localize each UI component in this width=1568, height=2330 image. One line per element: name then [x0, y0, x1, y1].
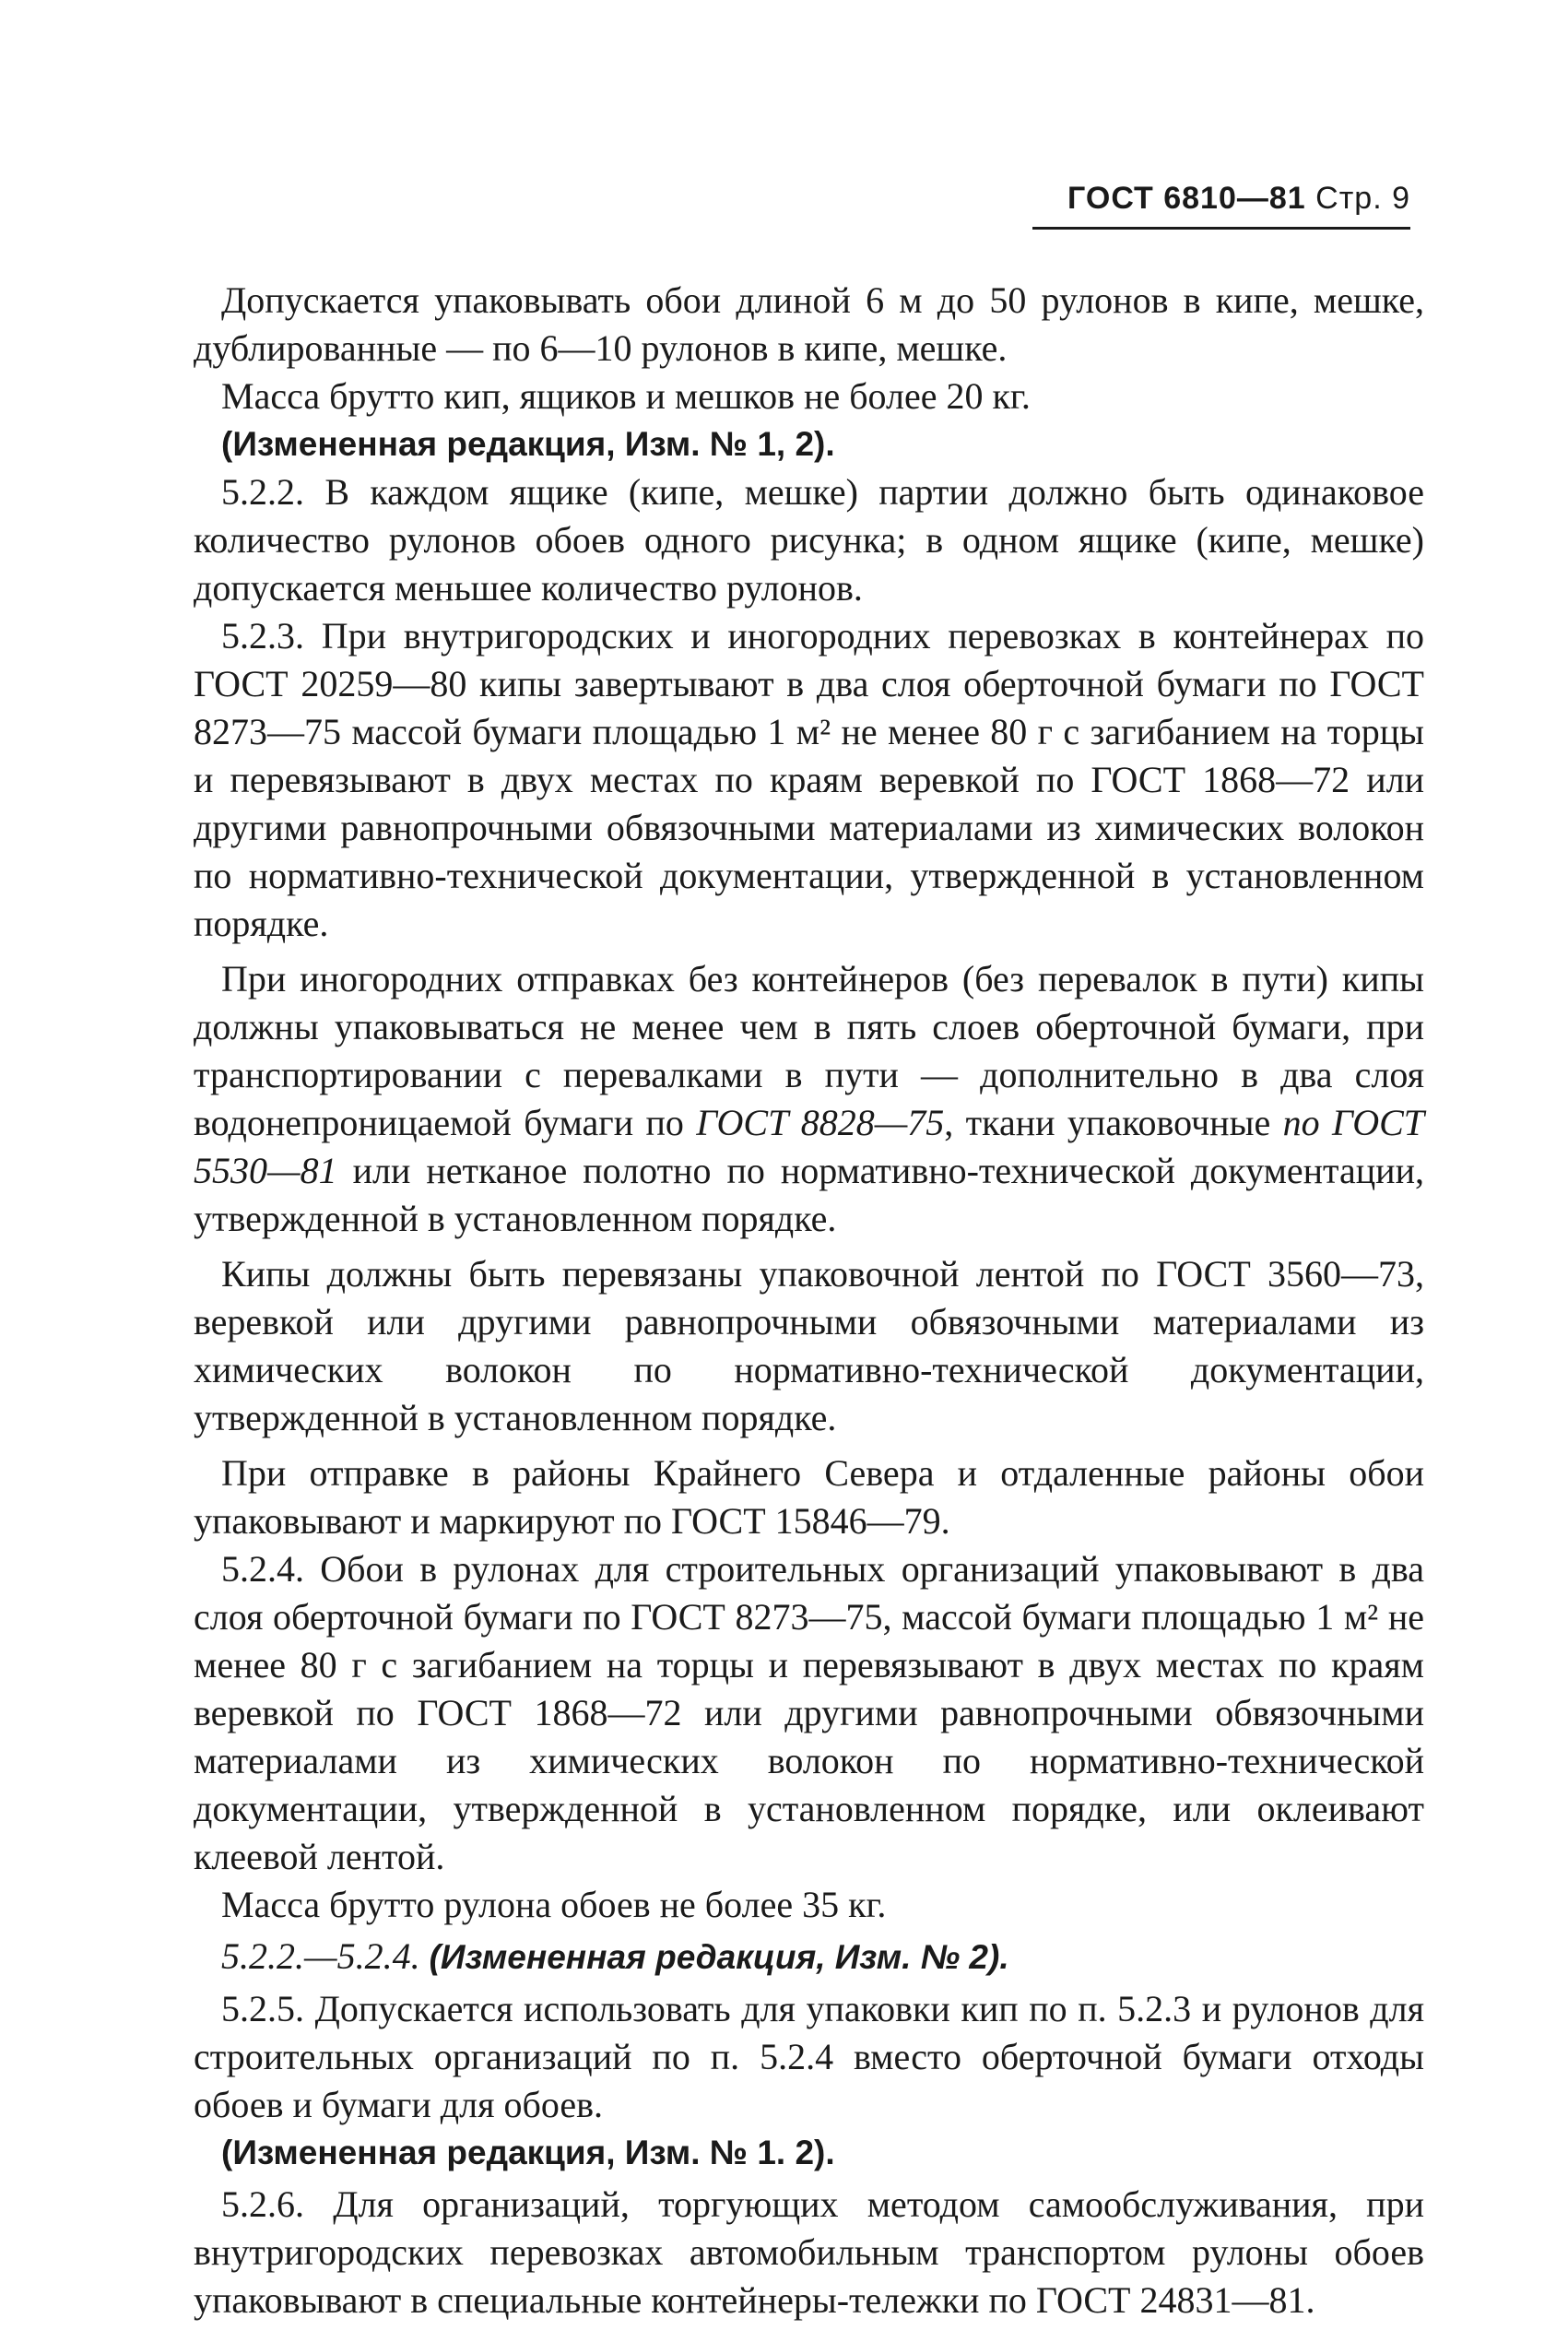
- clause-5-2-6: 5.2.6. Для организаций, торгующих методом самообслуживания, при внутригородских перевозках автомобильным транспортом рулоны обоев упаковывают в специальные контейнеры-тележки по ГОСТ 24831—81.: [194, 2183, 1424, 2321]
- amendment-range-note: [194, 1933, 1424, 1981]
- paragraph-intercity-shipping: [194, 955, 1424, 1243]
- clause-5-2-3: 5.2.3. При внутригородских и иногородних перевозках в контейнерах по ГОСТ 20259—80 кипы завертывают в два слоя оберточной бумаги по ГОСТ 8273—75 массой бумаги площадью 1 м² не менее 80 г с загибанием на торцы и перевязывают в двух местах по краям веревкой по ГОСТ 1868—72 или другими равнопрочными обвязочными материалами из химических волокон по нормативно-технической документации, утвержденной в установленном порядке.: [194, 615, 1424, 944]
- paragraph-package-limits: Допускается упаковывать обои длиной 6 м до 50 рулонов в кипе, мешке, дублированные — по 6—10 рулонов в кипе, мешке.: [194, 279, 1424, 369]
- clause-5-2-2: 5.2.2. В каждом ящике (кипе, мешке) партии должно быть одинаковое количество рулонов обоев одного рисунка; в одном ящике (кипе, мешке) допускается меньшее количество рулонов.: [194, 471, 1424, 609]
- clause-5-2-5: 5.2.5. Допускается использовать для упаковки кип по п. 5.2.3 и рулонов для строительных организаций по п. 5.2.4 вместо оберточной бумаги отходы обоев и бумаги для обоев.: [194, 1988, 1424, 2125]
- paragraph-roll-mass: Масса брутто рулона обоев не более 35 кг.: [221, 1884, 887, 1925]
- paragraph-bale-tying: Кипы должны быть перевязаны упаковочной лентой по ГОСТ 3560—73, веревкой или другими равнопрочными обвязочными материалами из химических волокон по нормативно-технической документации, утвержденной в установленном порядке.: [194, 1253, 1424, 1438]
- amendment-range-label: (Измененная редакция, Изм. № 2).: [429, 1938, 1009, 1976]
- amendment-note-2: (Измененная редакция, Изм. № 1. 2).: [221, 2134, 835, 2171]
- document-body: [194, 277, 1424, 2324]
- header-doc-number: ГОСТ 6810—81: [1067, 181, 1306, 216]
- amendment-range-clauses: 5.2.2.—5.2.4.: [221, 1935, 420, 1977]
- amendment-note: (Измененная редакция, Изм. № 1, 2).: [221, 425, 835, 463]
- clause-5-2-4: 5.2.4. Обои в рулонах для строительных организаций упаковывают в два слоя оберточной бумаги по ГОСТ 8273—75, массой бумаги площадью 1 м² не менее 80 г с загибанием на торцы и перевязывают в двух местах по краям веревкой по ГОСТ 1868—72 или другими равнопрочными обвязочными материалами из химических волокон по нормативно-технической документации, утвержденной в установленном порядке, или оклеивают клеевой лентой.: [194, 1548, 1424, 1877]
- intercity-standard-ref-a: ГОСТ 8828—75: [696, 1102, 945, 1143]
- intercity-text-b: , ткани упаковочные: [944, 1102, 1271, 1143]
- intercity-text-c: или нетканое полотно по нормативно-технической документации, утвержденной в установленном порядке.: [194, 1150, 1424, 1239]
- header-page-number: Стр. 9: [1315, 181, 1410, 216]
- running-header: [1042, 181, 1410, 217]
- paragraph-gross-mass: Масса брутто кип, ящиков и мешков не более 20 кг.: [221, 375, 1031, 417]
- intercity-standard-ref-b: по ГОСТ 5530—81: [194, 1102, 1425, 1191]
- header-rule: [1032, 227, 1410, 230]
- intercity-text-a: При иногородних отправках без контейнеров (без перевалок в пути) кипы должны упаковываться не менее чем в пять слоев оберточной бумаги, при транспортировании с перевалками в пути — дополнительно в два слоя водонепроницаемой бумаги по: [194, 958, 1424, 1143]
- paragraph-far-north: При отправке в районы Крайнего Севера и отдаленные районы обои упаковывают и маркируют по ГОСТ 15846—79.: [194, 1452, 1424, 1542]
